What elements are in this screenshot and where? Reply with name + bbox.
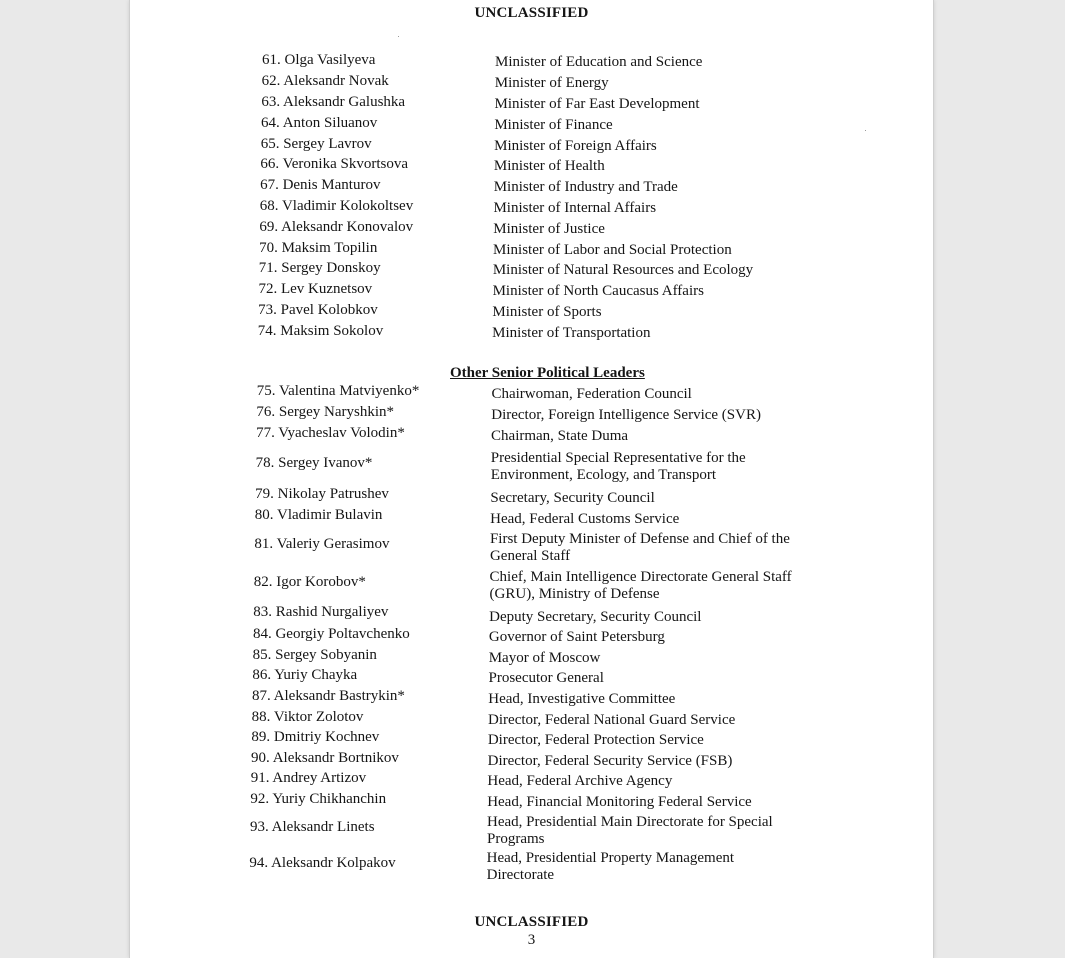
person-title: Minister of Sports bbox=[492, 304, 602, 320]
person-title: Minister of Education and Science bbox=[495, 54, 703, 70]
person-title: Head, Federal Customs Service bbox=[490, 511, 680, 527]
person-title: Secretary, Security Council bbox=[490, 490, 655, 506]
person-name: 61. Olga Vasilyeva bbox=[262, 52, 376, 68]
person-name: 94. Aleksandr Kolpakov bbox=[249, 855, 396, 871]
person-title: Minister of Transportation bbox=[492, 325, 651, 341]
section-heading: Other Senior Political Leaders bbox=[450, 365, 645, 381]
person-title: Minister of Health bbox=[493, 158, 605, 174]
person-title: Chairman, State Duma bbox=[491, 428, 629, 444]
person-title: Director, Federal National Guard Service bbox=[488, 712, 736, 728]
person-title: Deputy Secretary, Security Council bbox=[489, 609, 702, 625]
person-name: 69. Aleksandr Konovalov bbox=[259, 219, 414, 235]
person-name: 70. Maksim Topilin bbox=[259, 240, 378, 256]
person-title: Minister of Internal Affairs bbox=[493, 200, 657, 216]
person-name: 65. Sergey Lavrov bbox=[260, 136, 372, 152]
person-title: Chairwoman, Federation Council bbox=[491, 386, 692, 402]
person-name: 91. Andrey Artizov bbox=[250, 770, 367, 786]
person-name: 66. Veronika Skvortsova bbox=[260, 156, 409, 172]
person-title: Head, Presidential Property Management Directorate bbox=[486, 850, 735, 883]
person-name: 68. Vladimir Kolokoltsev bbox=[259, 198, 414, 214]
scan-speck bbox=[865, 130, 866, 131]
document-page bbox=[129, 0, 934, 958]
person-name: 87. Aleksandr Bastrykin* bbox=[252, 688, 405, 704]
person-name: 77. Vyacheslav Volodin* bbox=[256, 425, 405, 441]
person-title: Head, Financial Monitoring Federal Service bbox=[487, 794, 752, 810]
person-title: Director, Federal Security Service (FSB) bbox=[487, 753, 733, 769]
classification-footer: UNCLASSIFIED bbox=[474, 914, 589, 930]
person-name: 79. Nikolay Patrushev bbox=[255, 486, 389, 502]
person-title: Director, Foreign Intelligence Service (SVR) bbox=[491, 407, 761, 423]
person-title: Governor of Saint Petersburg bbox=[488, 629, 665, 645]
person-name: 73. Pavel Kolobkov bbox=[258, 302, 378, 318]
person-title: Head, Federal Archive Agency bbox=[487, 773, 673, 789]
person-name: 71. Sergey Donskoy bbox=[258, 260, 381, 276]
person-name: 72. Lev Kuznetsov bbox=[258, 281, 373, 297]
person-title: Minister of Finance bbox=[494, 117, 613, 133]
person-title: Prosecutor General bbox=[488, 670, 604, 686]
person-title: Minister of Far East Development bbox=[494, 96, 700, 112]
person-name: 78. Sergey Ivanov* bbox=[255, 455, 373, 471]
person-name: 92. Yuriy Chikhanchin bbox=[250, 791, 387, 807]
person-name: 89. Dmitriy Kochnev bbox=[251, 729, 380, 745]
person-title: Minister of Foreign Affairs bbox=[494, 138, 657, 154]
person-title: Chief, Main Intelligence Directorate General Staff (GRU), Ministry of Defense bbox=[489, 569, 792, 602]
person-name: 64. Anton Siluanov bbox=[261, 115, 378, 131]
person-title: Head, Presidential Main Directorate for Special Programs bbox=[486, 814, 773, 847]
person-title: Minister of Justice bbox=[493, 221, 605, 237]
person-title: Minister of North Caucasus Affairs bbox=[492, 283, 704, 299]
scan-speck bbox=[398, 36, 399, 37]
person-title: Director, Federal Protection Service bbox=[487, 732, 704, 748]
person-title: Mayor of Moscow bbox=[488, 650, 601, 666]
page-number: 3 bbox=[527, 932, 536, 948]
person-name: 93. Aleksandr Linets bbox=[249, 819, 375, 835]
person-name: 85. Sergey Sobyanin bbox=[252, 647, 377, 663]
classification-header: UNCLASSIFIED bbox=[474, 5, 589, 21]
person-name: 67. Denis Manturov bbox=[260, 177, 381, 193]
person-title: Head, Investigative Committee bbox=[488, 691, 676, 707]
person-title: Presidential Special Representative for the Environment, Ecology, and Transport bbox=[490, 450, 746, 483]
person-name: 81. Valeriy Gerasimov bbox=[254, 536, 390, 552]
person-name: 74. Maksim Sokolov bbox=[257, 323, 384, 339]
person-name: 80. Vladimir Bulavin bbox=[254, 507, 383, 523]
person-name: 62. Aleksandr Novak bbox=[261, 73, 389, 89]
person-name: 88. Viktor Zolotov bbox=[251, 709, 364, 725]
person-name: 90. Aleksandr Bortnikov bbox=[251, 750, 399, 766]
person-name: 76. Sergey Naryshkin* bbox=[256, 404, 395, 420]
person-title: Minister of Labor and Social Protection bbox=[493, 242, 732, 258]
person-title: Minister of Natural Resources and Ecology bbox=[492, 262, 754, 278]
person-name: 84. Georgiy Poltavchenko bbox=[252, 626, 410, 642]
person-name: 83. Rashid Nurgaliyev bbox=[253, 604, 389, 620]
person-name: 82. Igor Korobov* bbox=[253, 574, 366, 590]
person-name: 63. Aleksandr Galushka bbox=[261, 94, 406, 110]
person-name: 86. Yuriy Chayka bbox=[252, 667, 358, 683]
person-title: Minister of Energy bbox=[494, 75, 609, 91]
person-title: Minister of Industry and Trade bbox=[493, 179, 678, 195]
person-title: First Deputy Minister of Defense and Chief of the General Staff bbox=[489, 531, 790, 564]
person-name: 75. Valentina Matviyenko* bbox=[256, 383, 420, 399]
